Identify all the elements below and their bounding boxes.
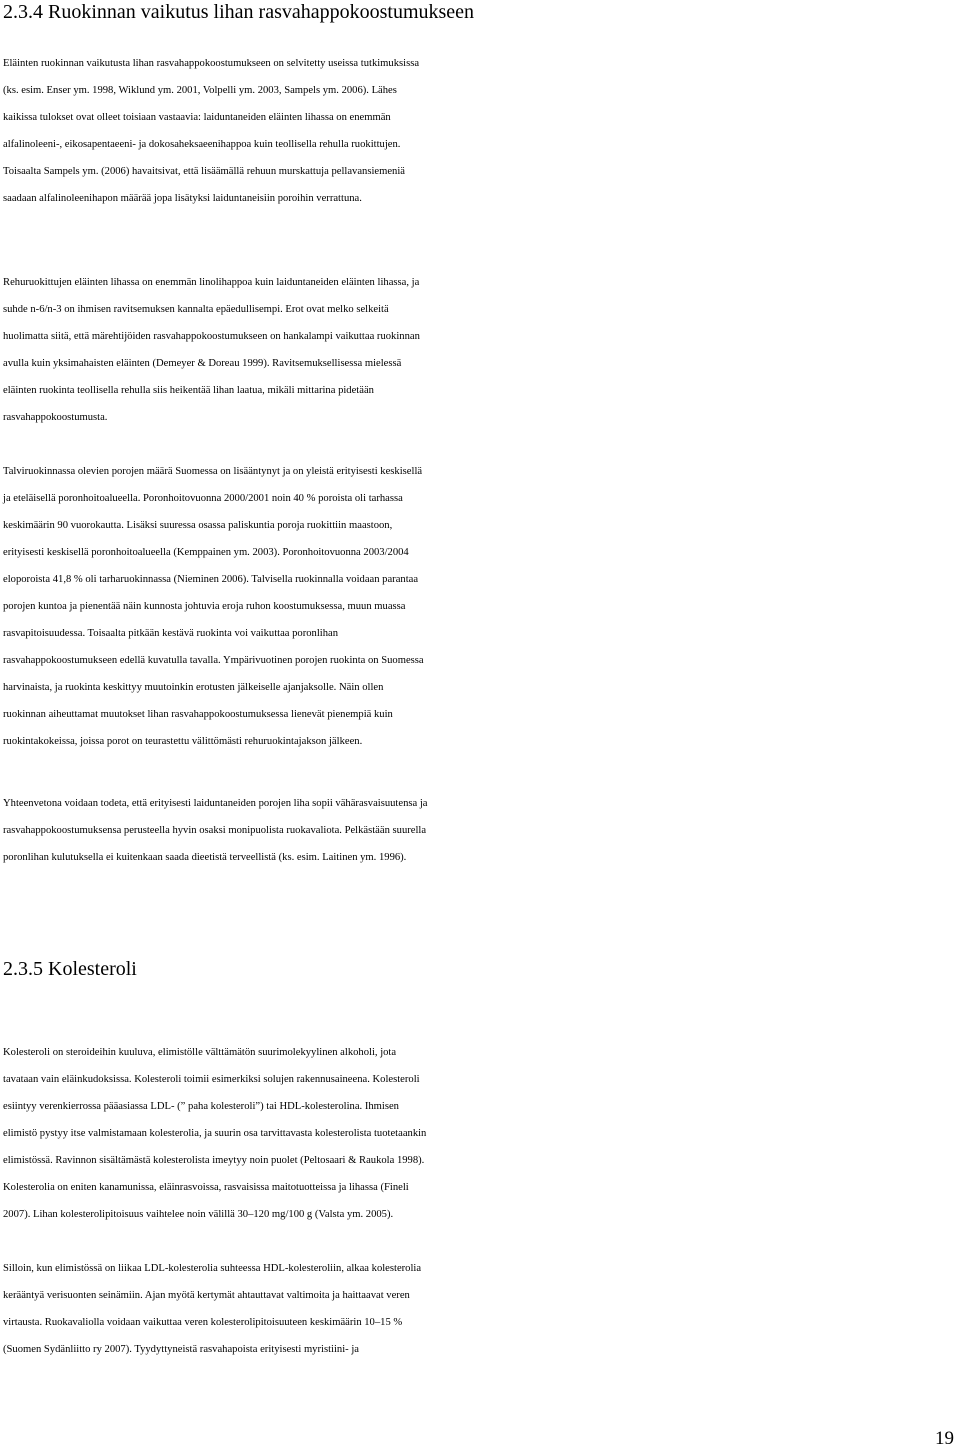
text-line: rasvahappokoostumusta. (3, 412, 108, 423)
text-line: harvinaista, ja ruokinta keskittyy muutoinkin erotusten jälkeiselle ajanjaksolle. Näin ollen (3, 682, 384, 693)
text-line: rasvahappokoostumukseen edellä kuvatulla tavalla. Ympärivuotinen porojen ruokinta on Suomessa (3, 655, 424, 666)
text-line: Eläinten ruokinnan vaikutusta lihan rasvahappokoostumukseen on selvitetty useissa tutkimuksissa (3, 58, 420, 69)
text-line: porojen kuntoa ja pienentää näin kunnosta johtuvia eroja ruhon koostumuksessa, muun muassa (3, 601, 406, 612)
text-line: alfalinoleeni-, eikosapentaeeni- ja dokosaheksaeenihappoa kuin teollisella rehulla ruokittujen. (3, 139, 401, 150)
text-line: (ks. esim. Enser ym. 1998, Wiklund ym. 2001, Volpelli ym. 2003, Sampels ym. 2006). Lähes (3, 85, 397, 96)
text-line: eläinten ruokinta teollisella rehulla siis heikentää lihan laatua, mikäli mittarina pidetään (3, 385, 374, 396)
section-heading-2-3-4: 2.3.4 Ruokinnan vaikutus lihan rasvahappokoostumukseen (3, 1, 475, 23)
paragraph-winter-feeding (3, 458, 958, 755)
text-line: elimistössä. Ravinnon sisältämästä kolesterolista imeytyy noin puolet (Peltosaari & Raukola 1998). (3, 1155, 425, 1166)
paragraph-summary (3, 790, 958, 871)
text-line: Silloin, kun elimistössä on liikaa LDL-kolesterolia suhteessa HDL-kolesteroliin, alkaa kolesterolia (3, 1263, 422, 1274)
text-line: ruokintakokeissa, joissa porot on teurastettu välittömästi rehuruokintajakson jälkeen. (3, 736, 363, 747)
text-line: kaikissa tulokset ovat olleet toisiaan vastaavia: laiduntaneiden eläinten lihassa on enemmän (3, 112, 391, 123)
text-line: Toisaalta Sampels ym. (2006) havaitsivat, että lisäämällä rehuun murskattuja pellavansiemeniä (3, 166, 405, 177)
text-line: (Suomen Sydänliitto ry 2007). Tyydyttyneistä rasvahapoista erityisesti myristiini- ja (3, 1344, 359, 1355)
text-line: virtausta. Ruokavaliolla voidaan vaikuttaa veren kolesterolipitoisuuteen keskimäärin 10–15 % (3, 1317, 403, 1328)
section-heading-2-3-5: 2.3.5 Kolesteroli (3, 958, 137, 980)
page-number: 19 (935, 1428, 954, 1449)
text-line: rasvapitoisuudessa. Toisaalta pitkään kestävä ruokinta voi vaikuttaa poronlihan (3, 628, 339, 639)
paragraph-feeding-studies (3, 50, 958, 212)
text-line: eloporoista 41,8 % oli tarharuokinnassa (Nieminen 2006). Talvisella ruokinnalla voidaan parantaa (3, 574, 419, 585)
text-line: tavataan vain eläinkudoksissa. Kolesteroli toimii esimerkiksi solujen rakennusaineena. Kolesteroli (3, 1074, 420, 1085)
text-line: kerääntyä verisuonten seinämiin. Ajan myötä kertymät ahtauttavat valtimoita ja haittaavat veren (3, 1290, 410, 1301)
text-line: huolimatta siitä, että märehtijöiden rasvahappokoostumukseen on hankalampi vaikuttaa ruokinnan (3, 331, 420, 342)
text-line: saadaan alfalinoleenihapon määrää jopa lisätyksi laiduntaneisiin poroihin verrattuna. (3, 193, 362, 204)
text-line: ruokinnan aiheuttamat muutokset lihan rasvahappokoostumuksessa lienevät pienempiä kuin (3, 709, 393, 720)
text-line: rasvahappokoostumuksensa perusteella hyvin osaksi monipuolista ruokavaliota. Pelkästään suurella (3, 825, 427, 836)
text-line: 2007). Lihan kolesterolipitoisuus vaihtelee noin välillä 30–120 mg/100 g (Valsta ym. 2005). (3, 1209, 394, 1220)
text-line: erityisesti keskisellä poronhoitoalueella (Kemppainen ym. 2003). Poronhoitovuonna 2003/2004 (3, 547, 409, 558)
text-line: Kolesteroli on steroideihin kuuluva, elimistölle välttämätön suurimolekyylinen alkoholi, jota (3, 1047, 397, 1058)
text-line: Kolesterolia on eniten kanamunissa, eläinrasvoissa, rasvaisissa maitotuotteissa ja lihassa (Fineli (3, 1182, 409, 1193)
paragraph-cholesterol-intro (3, 1039, 958, 1228)
text-line: ja eteläisellä poronhoitoalueella. Poronhoitovuonna 2000/2001 noin 40 % poroista oli tarhassa (3, 493, 403, 504)
text-line: avulla kuin yksimahaisten eläinten (Demeyer & Doreau 1999). Ravitsemuksellisessa mielessä (3, 358, 402, 369)
text-line: esiintyy verenkierrossa pääasiassa LDL- (” paha kolesteroli”) tai HDL-kolesterolina. Ihmisen (3, 1101, 399, 1112)
text-line: suhde n-6/n-3 on ihmisen ravitsemuksen kannalta epäedullisempi. Erot ovat melko selkeitä (3, 304, 389, 315)
text-line: Yhteenvetona voidaan todeta, että erityisesti laiduntaneiden porojen liha sopii vähärasvaisuutensa ja (3, 798, 428, 809)
paragraph-ldl-hdl (3, 1255, 958, 1363)
text-line: elimistö pystyy itse valmistamaan kolesterolia, ja suurin osa tarvittavasta kolesterolista tuotetaankin (3, 1128, 427, 1139)
text-line: Rehuruokittujen eläinten lihassa on enemmän linolihappoa kuin laiduntaneiden eläinten lihassa, ja (3, 277, 420, 288)
text-line: keskimäärin 90 vuorokautta. Lisäksi suuressa osassa paliskuntia poroja ruokittiin maastoon, (3, 520, 393, 531)
text-line: Talviruokinnassa olevien porojen määrä Suomessa on lisääntynyt ja on yleistä erityisesti keskisellä (3, 466, 423, 477)
text-line: poronlihan kulutuksella ei kuitenkaan saada dieetistä terveellistä (ks. esim. Laitinen ym. 1996). (3, 852, 407, 863)
paragraph-feed-linoleic (3, 269, 958, 431)
